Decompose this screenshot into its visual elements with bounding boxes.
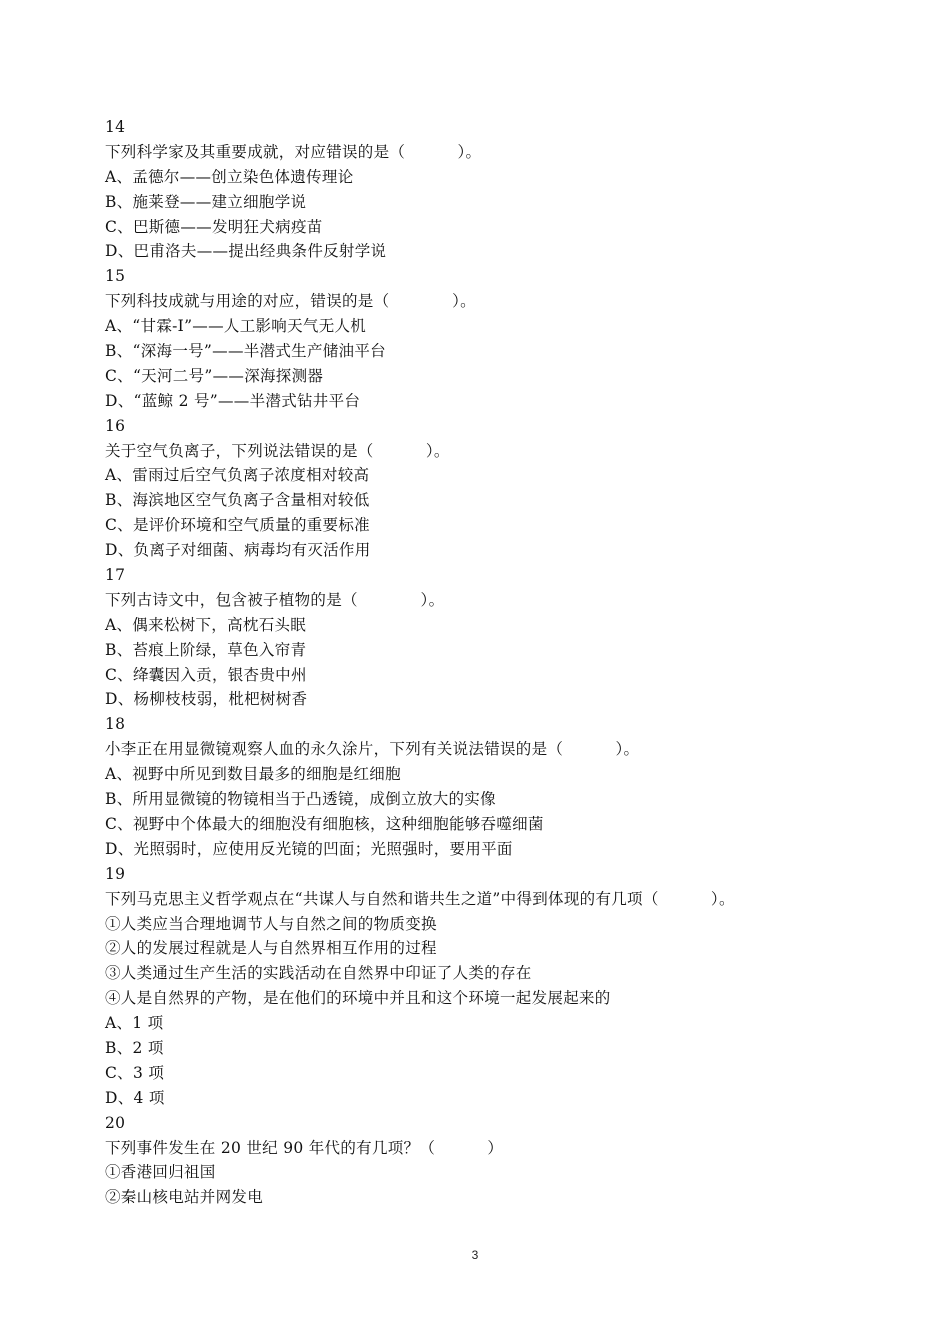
question-number: 14 [105,118,126,136]
statement-2: ②人的发展过程就是人与自然界相互作用的过程 [105,939,437,958]
option-b: B、“深海一号”——半潜式生产储油平台 [105,342,386,361]
option-d: D、负离子对细菌、病毒均有灭活作用 [105,541,371,560]
option-c: C、巴斯德——发明狂犬病疫苗 [105,217,323,236]
question-stem: 下列科学家及其重要成就，对应错误的是（ ）。 [105,142,482,161]
option-d: D、光照弱时，应使用反光镜的凹面；光照强时，要用平面 [105,839,513,858]
question-number: 19 [105,864,126,883]
question-stem: 下列科技成就与用途的对应，错误的是（ ）。 [105,292,476,311]
option-b: B、海滨地区空气负离子含量相对较低 [105,491,370,510]
option-c: C、绛囊因入贡，银杏贵中州 [105,665,307,684]
option-a: A、1 项 [105,1014,164,1033]
option-a: A、偶来松树下，高枕石头眠 [105,615,307,634]
option-d: D、“蓝鲸 2 号”——半潜式钻井平台 [105,391,361,410]
option-c: C、视野中个体最大的细胞没有细胞核，这种细胞能够吞噬细菌 [105,814,544,833]
option-a: A、雷雨过后空气负离子浓度相对较高 [105,466,370,485]
question-number: 18 [105,715,126,734]
statement-2: ②秦山核电站并网发电 [105,1188,264,1207]
statement-4: ④人是自然界的产物，是在他们的环境中并且和这个环境一起发展起来的 [105,989,611,1008]
question-18 [105,712,865,861]
option-b: B、2 项 [105,1038,164,1057]
question-stem: 下列马克思主义哲学观点在“共谋人与自然和谐共生之道”中得到体现的有几项（ ）。 [105,889,735,908]
option-d: D、4 项 [105,1088,165,1107]
option-b: B、所用显微镜的物镜相当于凸透镜，成倒立放大的实像 [105,790,496,809]
question-19 [105,862,865,1111]
option-d: D、巴甫洛夫——提出经典条件反射学说 [105,242,387,261]
question-list [105,115,865,1210]
question-number: 20 [105,1113,126,1132]
question-15 [105,264,865,413]
question-number: 15 [105,267,126,286]
question-stem: 下列事件发生在 20 世纪 90 年代的有几项？（ ） [105,1138,504,1157]
statement-3: ③人类通过生产生活的实践活动在自然界中印证了人类的存在 [105,964,532,983]
option-c: C、“天河二号”——深海探测器 [105,366,324,385]
option-d: D、杨柳枝枝弱，枇杷树树香 [105,690,308,709]
option-b: B、施莱登——建立细胞学说 [105,192,307,211]
option-a: A、孟德尔——创立染色体遗传理论 [105,167,354,186]
question-17 [105,563,865,712]
question-14 [105,115,865,264]
option-c: C、3 项 [105,1063,165,1082]
option-c: C、是评价环境和空气质量的重要标准 [105,516,370,535]
question-stem: 小李正在用显微镜观察人血的永久涂片，下列有关说法错误的是（ ）。 [105,740,640,759]
option-b: B、苔痕上阶绿，草色入帘青 [105,640,307,659]
statement-1: ①香港回归祖国 [105,1163,216,1182]
option-a: A、“甘霖-Ⅰ”——人工影响天气无人机 [105,317,367,336]
question-stem: 关于空气负离子，下列说法错误的是（ ）。 [105,441,450,460]
statement-1: ①人类应当合理地调节人与自然之间的物质变换 [105,914,437,933]
page-number: 3 [471,1248,479,1262]
question-number: 16 [105,416,126,435]
question-16 [105,414,865,563]
question-20 [105,1111,865,1211]
option-a: A、视野中所见到数目最多的细胞是红细胞 [105,765,401,784]
question-stem: 下列古诗文中，包含被子植物的是（ ）。 [105,590,445,609]
question-number: 17 [105,566,126,585]
